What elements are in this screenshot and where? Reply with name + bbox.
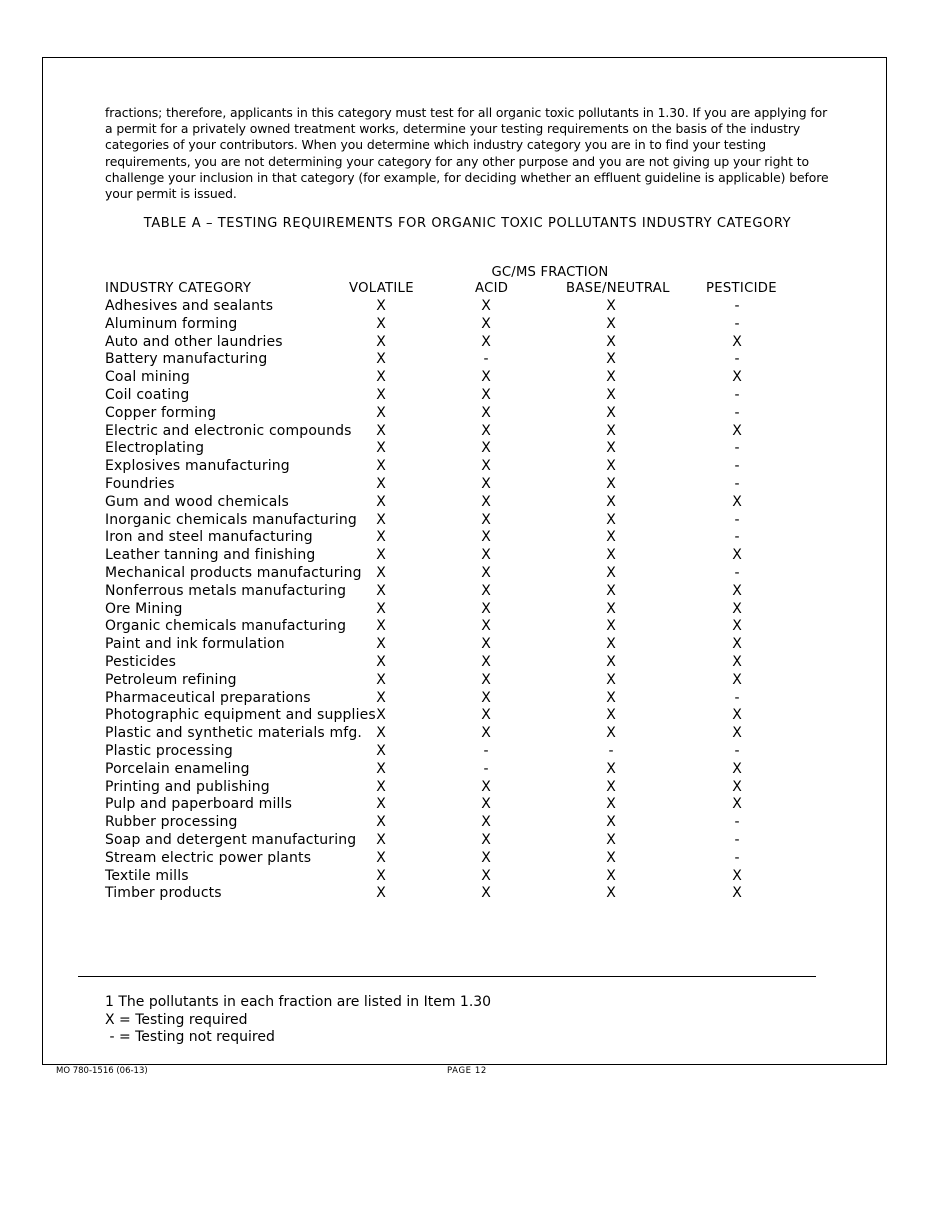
cell-volatile: X bbox=[376, 636, 386, 653]
cell-pesticide: - bbox=[734, 298, 740, 314]
cell-pesticide: X bbox=[732, 618, 742, 635]
cell-industry-category: Auto and other laundries bbox=[105, 333, 283, 350]
cell-volatile: X bbox=[376, 618, 386, 635]
cell-pesticide: - bbox=[734, 351, 740, 368]
cell-volatile: X bbox=[376, 511, 386, 528]
cell-pesticide: X bbox=[732, 778, 742, 795]
gcms-fraction-header: GC/MS FRACTION bbox=[491, 265, 609, 280]
cell-industry-category: Pulp and paperboard mills bbox=[105, 796, 293, 813]
cell-volatile: X bbox=[376, 440, 386, 457]
cell-volatile: X bbox=[376, 849, 386, 866]
footnote-testing-not-required: - = Testing not required bbox=[105, 1029, 275, 1045]
cell-volatile: X bbox=[376, 529, 386, 546]
cell-volatile: X bbox=[376, 725, 386, 742]
cell-volatile: X bbox=[376, 689, 386, 706]
cell-base-neutral: - bbox=[608, 742, 614, 759]
cell-volatile: X bbox=[376, 369, 386, 386]
cell-acid: - bbox=[483, 760, 489, 777]
table-row bbox=[0, 423, 950, 441]
cell-pesticide: - bbox=[734, 814, 740, 831]
cell-acid: X bbox=[481, 636, 491, 653]
cell-acid: X bbox=[481, 458, 491, 475]
cell-industry-category: Printing and publishing bbox=[105, 778, 270, 795]
cell-base-neutral: X bbox=[606, 547, 616, 564]
cell-volatile: X bbox=[376, 742, 386, 759]
table-row bbox=[0, 814, 950, 832]
cell-pesticide: X bbox=[732, 493, 742, 510]
table-title: TABLE A – TESTING REQUIREMENTS FOR ORGANIC TOXIC POLLUTANTS INDUSTRY CATEGORY bbox=[143, 216, 792, 231]
cell-base-neutral: X bbox=[606, 493, 616, 510]
cell-pesticide: X bbox=[732, 653, 742, 670]
table-row bbox=[0, 868, 950, 886]
intro-paragraph: fractions; therefore, applicants in this category must test for all organic toxic pollutants in 1.30. If you are applying for a permit for a privately owned treatment works, determine your testing requirements on the basis of the industry categories of your contributors. When you determine which industry category you are in to find your testing requirements, you are not determining your category for any other purpose and you are not giving up your right to challenge your inclusion in that category (for example, for deciding whether an effluent guideline is applicable) before your permit is issued. bbox=[105, 105, 829, 202]
cell-industry-category: Pharmaceutical preparations bbox=[105, 689, 311, 706]
table-row bbox=[0, 547, 950, 565]
cell-pesticide: - bbox=[734, 475, 740, 492]
table-row bbox=[0, 618, 950, 636]
cell-pesticide: - bbox=[734, 742, 740, 759]
cell-volatile: X bbox=[376, 315, 386, 332]
cell-volatile: X bbox=[376, 475, 386, 492]
cell-pesticide: - bbox=[734, 564, 740, 581]
cell-base-neutral: X bbox=[606, 315, 616, 332]
cell-acid: X bbox=[481, 867, 491, 884]
table-body bbox=[0, 298, 950, 903]
cell-industry-category: Timber products bbox=[105, 885, 222, 902]
cell-volatile: X bbox=[376, 653, 386, 670]
cell-acid: X bbox=[481, 475, 491, 492]
cell-base-neutral: X bbox=[606, 707, 616, 724]
cell-volatile: X bbox=[376, 458, 386, 475]
cell-base-neutral: X bbox=[606, 386, 616, 403]
cell-base-neutral: X bbox=[606, 653, 616, 670]
cell-volatile: X bbox=[376, 298, 386, 314]
cell-acid: X bbox=[481, 885, 491, 902]
cell-base-neutral: X bbox=[606, 689, 616, 706]
table-row bbox=[0, 494, 950, 512]
cell-pesticide: X bbox=[732, 760, 742, 777]
cell-volatile: X bbox=[376, 796, 386, 813]
cell-volatile: X bbox=[376, 867, 386, 884]
table-row bbox=[0, 351, 950, 369]
table-row bbox=[0, 476, 950, 494]
table-row bbox=[0, 707, 950, 725]
cell-volatile: X bbox=[376, 814, 386, 831]
footnote-testing-required: X = Testing required bbox=[105, 1011, 248, 1028]
cell-industry-category: Textile mills bbox=[105, 867, 189, 884]
table-row bbox=[0, 832, 950, 850]
cell-pesticide: X bbox=[732, 796, 742, 813]
cell-acid: X bbox=[481, 707, 491, 724]
cell-industry-category: Battery manufacturing bbox=[105, 351, 268, 368]
cell-industry-category: Aluminum forming bbox=[105, 315, 238, 332]
cell-industry-category: Coil coating bbox=[105, 386, 190, 403]
cell-base-neutral: X bbox=[606, 369, 616, 386]
table-row bbox=[0, 743, 950, 761]
cell-industry-category: Foundries bbox=[105, 475, 175, 492]
cell-acid: X bbox=[481, 653, 491, 670]
cell-base-neutral: X bbox=[606, 636, 616, 653]
cell-base-neutral: X bbox=[606, 867, 616, 884]
cell-base-neutral: X bbox=[606, 529, 616, 546]
cell-industry-category: Electric and electronic compounds bbox=[105, 422, 352, 439]
cell-industry-category: Ore Mining bbox=[105, 600, 183, 617]
cell-base-neutral: X bbox=[606, 422, 616, 439]
cell-base-neutral: X bbox=[606, 440, 616, 457]
cell-acid: X bbox=[481, 831, 491, 848]
cell-base-neutral: X bbox=[606, 351, 616, 368]
cell-volatile: X bbox=[376, 564, 386, 581]
column-header-base-neutral: BASE/NEUTRAL bbox=[566, 281, 670, 296]
cell-acid: X bbox=[481, 849, 491, 866]
cell-pesticide: - bbox=[734, 529, 740, 546]
cell-acid: X bbox=[481, 689, 491, 706]
cell-industry-category: Plastic processing bbox=[105, 742, 233, 759]
cell-volatile: X bbox=[376, 778, 386, 795]
cell-pesticide: X bbox=[732, 600, 742, 617]
cell-base-neutral: X bbox=[606, 333, 616, 350]
cell-pesticide: X bbox=[732, 636, 742, 653]
table-row bbox=[0, 672, 950, 690]
cell-acid: X bbox=[481, 422, 491, 439]
cell-base-neutral: X bbox=[606, 475, 616, 492]
cell-acid: X bbox=[481, 618, 491, 635]
table-row bbox=[0, 440, 950, 458]
cell-pesticide: X bbox=[732, 547, 742, 564]
cell-base-neutral: X bbox=[606, 511, 616, 528]
cell-industry-category: Coal mining bbox=[105, 369, 190, 386]
cell-base-neutral: X bbox=[606, 458, 616, 475]
table-row bbox=[0, 850, 950, 868]
cell-volatile: X bbox=[376, 333, 386, 350]
cell-volatile: X bbox=[376, 493, 386, 510]
table-row bbox=[0, 334, 950, 352]
cell-volatile: X bbox=[376, 831, 386, 848]
cell-volatile: X bbox=[376, 760, 386, 777]
table-row bbox=[0, 405, 950, 423]
cell-pesticide: X bbox=[732, 422, 742, 439]
cell-industry-category: Stream electric power plants bbox=[105, 849, 312, 866]
cell-acid: X bbox=[481, 440, 491, 457]
cell-base-neutral: X bbox=[606, 796, 616, 813]
table-row bbox=[0, 725, 950, 743]
cell-industry-category: Adhesives and sealants bbox=[105, 298, 274, 314]
cell-acid: X bbox=[481, 315, 491, 332]
cell-base-neutral: X bbox=[606, 885, 616, 902]
table-row bbox=[0, 583, 950, 601]
cell-base-neutral: X bbox=[606, 849, 616, 866]
cell-pesticide: - bbox=[734, 386, 740, 403]
cell-pesticide: - bbox=[734, 511, 740, 528]
cell-base-neutral: X bbox=[606, 760, 616, 777]
cell-industry-category: Leather tanning and finishing bbox=[105, 547, 316, 564]
column-header-volatile: VOLATILE bbox=[349, 281, 414, 296]
cell-pesticide: X bbox=[732, 885, 742, 902]
cell-acid: X bbox=[481, 671, 491, 688]
table-row bbox=[0, 565, 950, 583]
table-row bbox=[0, 512, 950, 530]
column-header-pesticide: PESTICIDE bbox=[706, 281, 777, 296]
footnote-divider bbox=[78, 976, 816, 977]
column-header-industry-category: INDUSTRY CATEGORY bbox=[105, 281, 252, 296]
cell-volatile: X bbox=[376, 885, 386, 902]
cell-acid: X bbox=[481, 600, 491, 617]
cell-industry-category: Petroleum refining bbox=[105, 671, 237, 688]
cell-industry-category: Pesticides bbox=[105, 653, 177, 670]
cell-acid: X bbox=[481, 511, 491, 528]
cell-acid: X bbox=[481, 778, 491, 795]
cell-acid: X bbox=[481, 493, 491, 510]
cell-base-neutral: X bbox=[606, 831, 616, 848]
cell-base-neutral: X bbox=[606, 564, 616, 581]
cell-pesticide: X bbox=[732, 707, 742, 724]
cell-acid: X bbox=[481, 796, 491, 813]
cell-pesticide: - bbox=[734, 404, 740, 421]
cell-base-neutral: X bbox=[606, 404, 616, 421]
table-row bbox=[0, 601, 950, 619]
table-row bbox=[0, 387, 950, 405]
cell-volatile: X bbox=[376, 671, 386, 688]
cell-volatile: X bbox=[376, 547, 386, 564]
cell-acid: X bbox=[481, 404, 491, 421]
cell-industry-category: Gum and wood chemicals bbox=[105, 493, 289, 510]
table-row bbox=[0, 458, 950, 476]
cell-volatile: X bbox=[376, 404, 386, 421]
cell-acid: - bbox=[483, 742, 489, 759]
table-row bbox=[0, 654, 950, 672]
cell-pesticide: X bbox=[732, 333, 742, 350]
table-row bbox=[0, 690, 950, 708]
cell-pesticide: X bbox=[732, 671, 742, 688]
cell-industry-category: Explosives manufacturing bbox=[105, 458, 290, 475]
cell-pesticide: - bbox=[734, 831, 740, 848]
table-row bbox=[0, 636, 950, 654]
cell-industry-category: Photographic equipment and supplies bbox=[105, 707, 376, 724]
cell-pesticide: X bbox=[732, 725, 742, 742]
cell-industry-category: Iron and steel manufacturing bbox=[105, 529, 313, 546]
cell-pesticide: X bbox=[732, 582, 742, 599]
cell-base-neutral: X bbox=[606, 582, 616, 599]
cell-acid: X bbox=[481, 369, 491, 386]
cell-acid: X bbox=[481, 582, 491, 599]
cell-acid: X bbox=[481, 298, 491, 314]
cell-industry-category: Rubber processing bbox=[105, 814, 238, 831]
cell-industry-category: Electroplating bbox=[105, 440, 205, 457]
cell-acid: X bbox=[481, 386, 491, 403]
cell-base-neutral: X bbox=[606, 618, 616, 635]
table-row bbox=[0, 529, 950, 547]
cell-volatile: X bbox=[376, 422, 386, 439]
cell-pesticide: - bbox=[734, 689, 740, 706]
form-number: MO 780-1516 (06-13) bbox=[56, 1066, 148, 1076]
table-row bbox=[0, 761, 950, 779]
column-header-acid: ACID bbox=[475, 281, 509, 296]
cell-pesticide: - bbox=[734, 458, 740, 475]
cell-industry-category: Paint and ink formulation bbox=[105, 636, 285, 653]
cell-volatile: X bbox=[376, 707, 386, 724]
cell-base-neutral: X bbox=[606, 725, 616, 742]
cell-industry-category: Soap and detergent manufacturing bbox=[105, 831, 357, 848]
cell-acid: X bbox=[481, 529, 491, 546]
cell-pesticide: - bbox=[734, 849, 740, 866]
table-row bbox=[0, 796, 950, 814]
cell-pesticide: - bbox=[734, 440, 740, 457]
table-row bbox=[0, 316, 950, 334]
cell-industry-category: Copper forming bbox=[105, 404, 217, 421]
cell-pesticide: X bbox=[732, 867, 742, 884]
cell-industry-category: Inorganic chemicals manufacturing bbox=[105, 511, 357, 528]
cell-volatile: X bbox=[376, 582, 386, 599]
cell-base-neutral: X bbox=[606, 298, 616, 314]
cell-industry-category: Organic chemicals manufacturing bbox=[105, 618, 347, 635]
cell-industry-category: Plastic and synthetic materials mfg. bbox=[105, 725, 362, 742]
cell-base-neutral: X bbox=[606, 600, 616, 617]
table-row bbox=[0, 885, 950, 903]
cell-volatile: X bbox=[376, 351, 386, 368]
cell-acid: X bbox=[481, 564, 491, 581]
table-row bbox=[0, 369, 950, 387]
cell-base-neutral: X bbox=[606, 778, 616, 795]
cell-base-neutral: X bbox=[606, 671, 616, 688]
cell-acid: X bbox=[481, 814, 491, 831]
footnote-fractions: 1 The pollutants in each fraction are listed in Item 1.30 bbox=[105, 994, 492, 1010]
cell-pesticide: - bbox=[734, 315, 740, 332]
cell-acid: X bbox=[481, 725, 491, 742]
cell-volatile: X bbox=[376, 600, 386, 617]
cell-acid: X bbox=[481, 333, 491, 350]
table-row bbox=[0, 298, 950, 316]
cell-volatile: X bbox=[376, 386, 386, 403]
cell-pesticide: X bbox=[732, 369, 742, 386]
page-number: PAGE 12 bbox=[447, 1066, 487, 1076]
cell-industry-category: Porcelain enameling bbox=[105, 760, 250, 777]
cell-acid: X bbox=[481, 547, 491, 564]
cell-industry-category: Nonferrous metals manufacturing bbox=[105, 582, 347, 599]
cell-industry-category: Mechanical products manufacturing bbox=[105, 564, 362, 581]
table-row bbox=[0, 779, 950, 797]
cell-acid: - bbox=[483, 351, 489, 368]
cell-base-neutral: X bbox=[606, 814, 616, 831]
footnotes bbox=[105, 994, 491, 1047]
